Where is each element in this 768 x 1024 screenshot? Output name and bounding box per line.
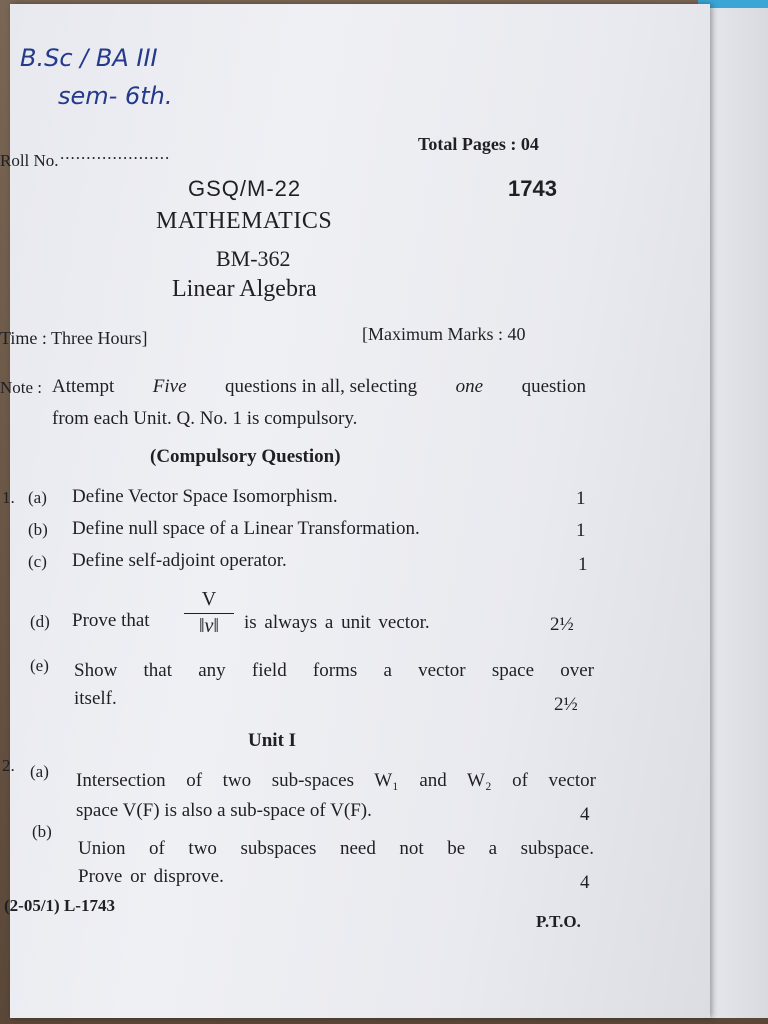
- question-number-2: 2.: [2, 756, 15, 775]
- note-word: question: [521, 376, 586, 397]
- pto-label: P.T.O.: [536, 912, 581, 931]
- q1a-text: Define Vector Space Isomorphism.: [72, 486, 338, 507]
- maximum-marks: [Maximum Marks : 40: [362, 324, 526, 344]
- q1b-marks: 1: [576, 520, 586, 541]
- q2b-text: Union of two subspaces need not be a subspace.: [78, 838, 594, 859]
- q2a-marks: 4: [580, 804, 590, 825]
- q2a-line-1: [76, 770, 596, 792]
- q1d-fraction: [184, 588, 234, 638]
- handwritten-semester: sem- 6th.: [58, 82, 173, 110]
- time-allowed: Time : Three Hours]: [0, 328, 148, 348]
- q1c-label: (c): [28, 552, 47, 571]
- handwritten-class: B.Sc / BA III: [20, 44, 158, 72]
- q2a-text: Intersection of two sub-spaces W₁ and W₂ of vector: [76, 770, 596, 791]
- note-word: Attempt: [52, 376, 115, 397]
- note-line-1: [52, 376, 586, 398]
- q2b-marks: 4: [580, 872, 590, 893]
- note-emphasis-five: Five: [152, 376, 187, 397]
- note-word: questions in all, selecting: [225, 376, 418, 397]
- compulsory-heading: (Compulsory Question): [150, 446, 341, 467]
- note-emphasis-one: one: [455, 376, 484, 397]
- course-title: Linear Algebra: [172, 276, 317, 302]
- footer-code: (2-05/1) L-1743: [4, 896, 115, 915]
- q1e-text: Show that any field forms a vector space over: [74, 660, 594, 681]
- q1c-marks: 1: [578, 554, 588, 575]
- roll-no-dots: .....................: [60, 144, 171, 163]
- q2a-label: (a): [30, 762, 49, 781]
- q1a-label: (a): [28, 488, 47, 507]
- q1b-label: (b): [28, 520, 48, 539]
- q1d-suffix: is always a unit vector.: [244, 612, 430, 633]
- q1e-line-2: itself.: [74, 688, 117, 709]
- roll-no-label: Roll No.: [0, 151, 59, 170]
- course-code: BM-362: [216, 246, 291, 271]
- q1d-prefix: Prove that: [72, 610, 150, 631]
- q1a-marks: 1: [576, 488, 586, 509]
- note-label: Note :: [0, 378, 43, 397]
- fraction-denominator: ‖v‖: [198, 615, 220, 637]
- total-pages: Total Pages : 04: [418, 134, 539, 154]
- q1e-label: (e): [30, 656, 49, 675]
- question-number-1: 1.: [2, 488, 15, 507]
- unit-1-heading: Unit I: [248, 730, 297, 751]
- q2a-line-2: space V(F) is also a sub-space of V(F).: [76, 800, 372, 821]
- q1d-marks: 2½: [550, 614, 574, 635]
- q1b-text: Define null space of a Linear Transformation.: [72, 518, 420, 539]
- subject-title: MATHEMATICS: [156, 208, 333, 234]
- fraction-numerator: V: [184, 588, 234, 614]
- q2b-label: (b): [32, 822, 52, 841]
- q1c-text: Define self-adjoint operator.: [72, 550, 287, 571]
- q1d-label: (d): [30, 612, 50, 631]
- paper-code: GSQ/M-22: [188, 176, 302, 201]
- paper-number: 1743: [508, 176, 557, 201]
- q1e-marks: 2½: [554, 694, 578, 715]
- note-line-2: from each Unit. Q. No. 1 is compulsory.: [52, 408, 358, 429]
- q2b-line-2: Prove or disprove.: [78, 866, 224, 887]
- q1e-line-1: [74, 660, 594, 682]
- q2b-line-1: [78, 838, 594, 860]
- exam-paper: [0, 4, 710, 1018]
